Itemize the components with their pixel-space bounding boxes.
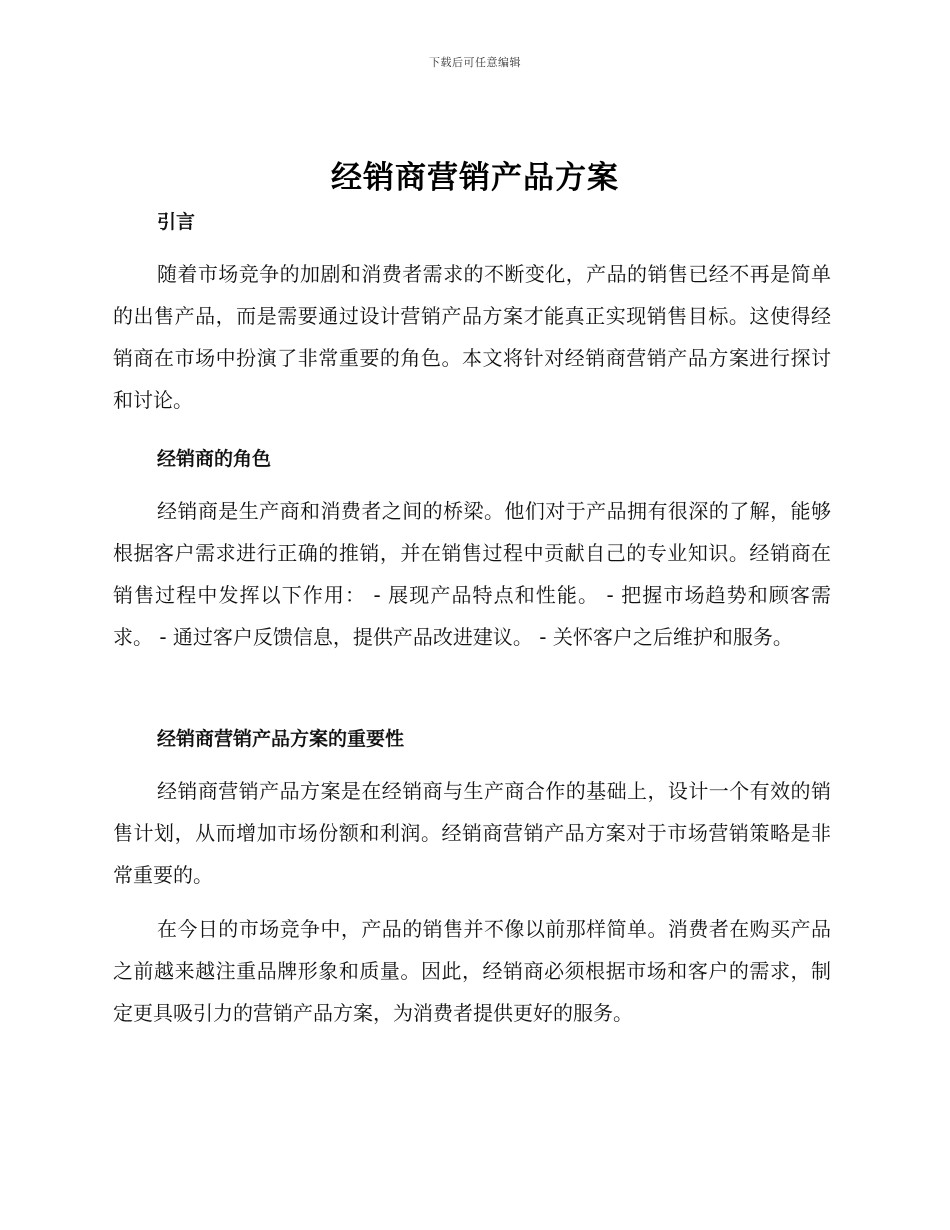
section-heading-importance: 经销商营销产品方案的重要性 (157, 728, 405, 750)
paragraph-importance-2: 在今日的市场竞争中，产品的销售并不像以前那样简单。消费者在购买产品之前越来越注重品牌形象和质量。因此，经销商必须根据市场和客户的需求，制定更具吸引力的营销产品方案，为消费者提供更好的服务。 (113, 917, 831, 1025)
paragraph-importance-1: 经销商营销产品方案是在经销商与生产商合作的基础上，设计一个有效的销售计划，从而增加市场份额和利润。经销商营销产品方案对于市场营销策略是非常重要的。 (113, 779, 831, 887)
section-heading-dealer-role: 经销商的角色 (157, 448, 272, 470)
paragraph-dealer-role: 经销商是生产商和消费者之间的桥梁。他们对于产品拥有很深的了解，能够根据客户需求进行正确的推销，并在销售过程中贡献自己的专业知识。经销商在销售过程中发挥以下作用： - 展现产品特点和性能。 - 把握市场趋势和顾客需求。 - 通过客户反馈信息，提供产品改进建议。 - 关怀客户之后维护和服务。 (113, 499, 831, 649)
section-heading-introduction: 引言 (157, 211, 196, 233)
header-note: 下载后可任意编辑 (429, 56, 521, 69)
paragraph-introduction: 随着市场竞争的加剧和消费者需求的不断变化，产品的销售已经不再是简单的出售产品，而是需要通过设计营销产品方案才能真正实现销售目标。这使得经销商在市场中扮演了非常重要的角色。本文将针对经销商营销产品方案进行探讨和讨论。 (113, 262, 831, 412)
document-title: 经销商营销产品方案 (331, 160, 619, 196)
